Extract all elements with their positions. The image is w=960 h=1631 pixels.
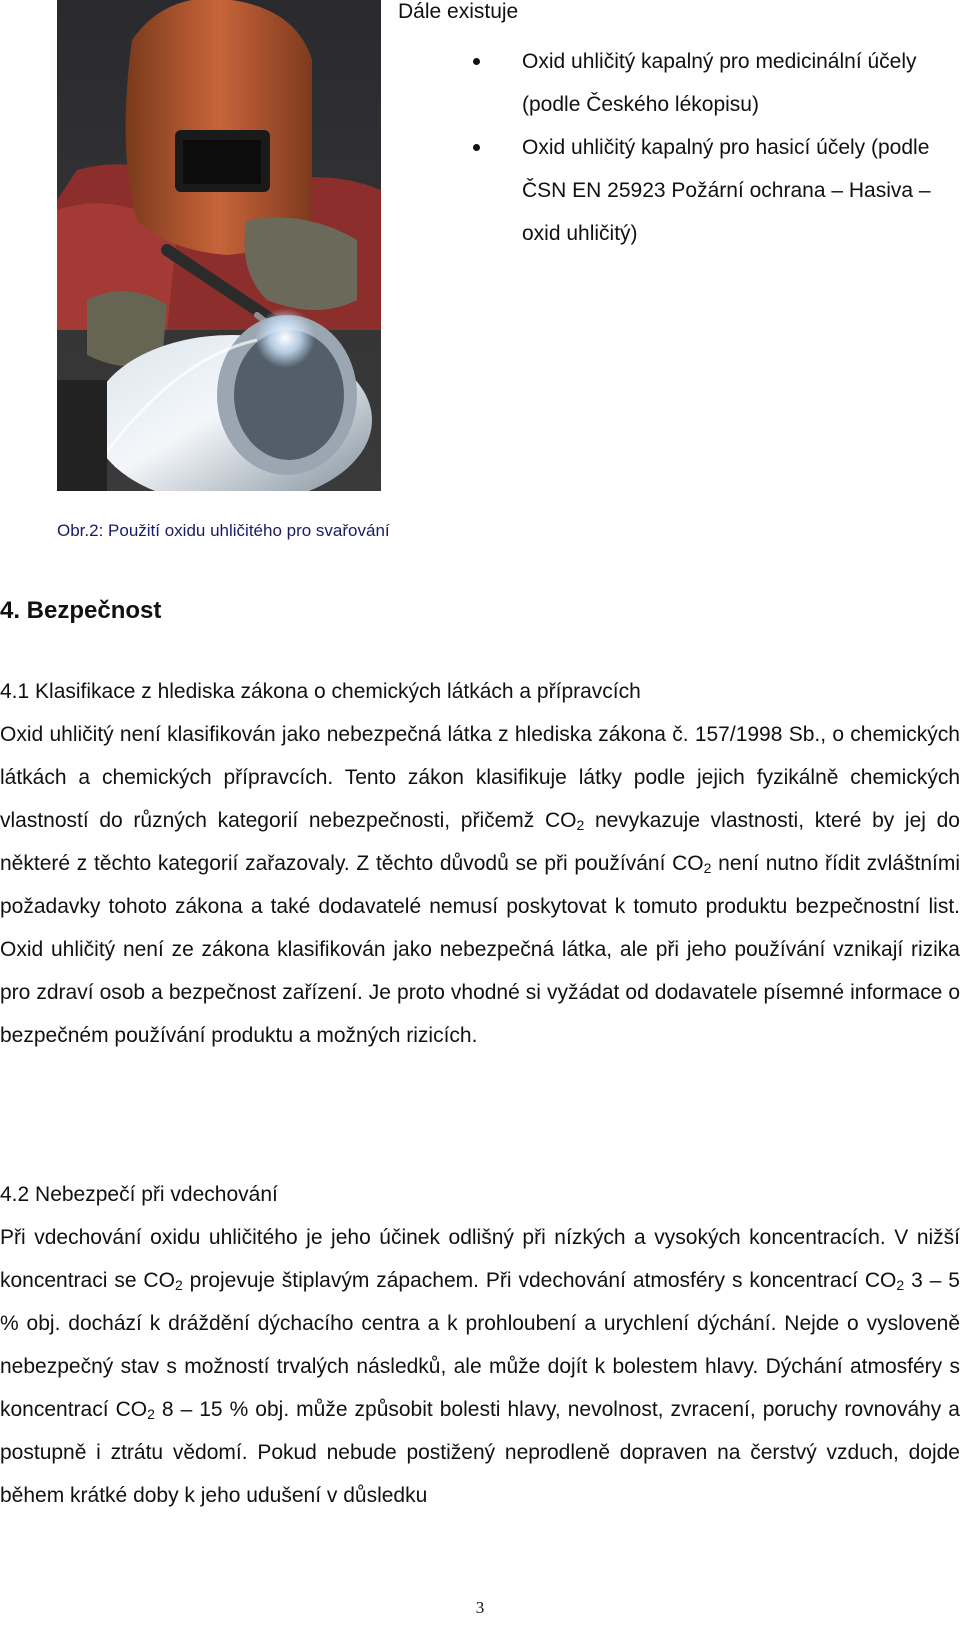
intro-bullet-list (398, 40, 938, 255)
text-run: Při vdechování oxidu uhličitého je jeho účinek odlišný při nízkých a vysokých koncentracích. V nižší koncentraci se CO (0, 1226, 960, 1292)
list-item-text: Oxid uhličitý kapalný pro hasicí účely (podle ČSN EN 25923 Požární ochrana – Hasiva – oxid uhličitý) (522, 136, 931, 245)
subscript: 2 (147, 1406, 155, 1422)
section-4-1 (0, 670, 960, 1057)
bullet-icon (473, 144, 480, 151)
page-number: 3 (475, 1598, 485, 1617)
text-run: není nutno řídit zvláštními požadavky tohoto zákona a také dodavatelé nemusí poskytovat k tomuto produktu bezpečnostní list. Oxid uhličitý není ze zákona klasifikován jako nebezpečná látka, ale při jeho používání vznikají rizika pro zdraví osob a bezpečnost zařízení. Je proto vhodné si vyžádat od dodavatele písemné informace o bezpečném používání produktu a možných rizicích. (0, 852, 960, 1047)
text-run: 8 – 15 % obj. může způsobit bolesti hlavy, nevolnost, zvracení, poruchy rovnováhy a postupně i ztrátu vědomí. Pokud nebude postižený neprodleně dopraven na čerstvý vzduch, dojde během krátké doby k jeho udušení v důsledku (0, 1398, 960, 1507)
subscript: 2 (174, 1277, 183, 1293)
list-item (398, 40, 938, 126)
paragraph (0, 713, 960, 1057)
subsection-heading: 4.2 Nebezpečí při vdechování (0, 1183, 278, 1206)
text-run: Oxid uhličitý není klasifikován jako nebezpečná látka z hlediska zákona č. 157/1998 Sb., o chemických látkách a chemických přípravcích. Tento zákon klasifikuje látky podle jejich fyzikálně chemických vlastností do různých kategorií nebezpečnosti, přičemž CO (0, 723, 960, 832)
text-run: nevykazuje vlastnosti, které by jej do některé z těchto kategorií zařazovaly. Z těchto důvodů se při používání CO (0, 809, 960, 875)
intro-lead: Dále existuje (398, 0, 519, 23)
subscript: 2 (703, 860, 712, 876)
subscript: 2 (576, 817, 585, 833)
subsection-heading: 4.1 Klasifikace z hlediska zákona o chemických látkách a přípravcích (0, 680, 641, 703)
list-item (398, 126, 938, 255)
text-run: projevuje štiplavým zápachem. Při vdechování atmosféry s koncentrací CO (182, 1269, 897, 1292)
bullet-icon (473, 58, 480, 65)
figure-caption: Obr.2: Použití oxidu uhličitého pro svařování (57, 521, 390, 540)
welding-photo (57, 0, 381, 491)
section-heading: 4. Bezpečnost (0, 597, 162, 624)
list-item-text: Oxid uhličitý kapalný pro medicinální účely (podle Českého lékopisu) (522, 50, 917, 116)
subscript: 2 (896, 1277, 905, 1293)
text-run: 3 – 5 % obj. dochází k dráždění dýchacího centra a k prohloubení a urychlení dýchání. Nejde o vysloveně nebezpečný stav s možností trvalých následků, ale může dojít k bolestem hlavy. Dýchání atmosféry s koncentrací CO (0, 1269, 960, 1421)
section-4-2 (0, 1173, 960, 1517)
paragraph (0, 1216, 960, 1517)
